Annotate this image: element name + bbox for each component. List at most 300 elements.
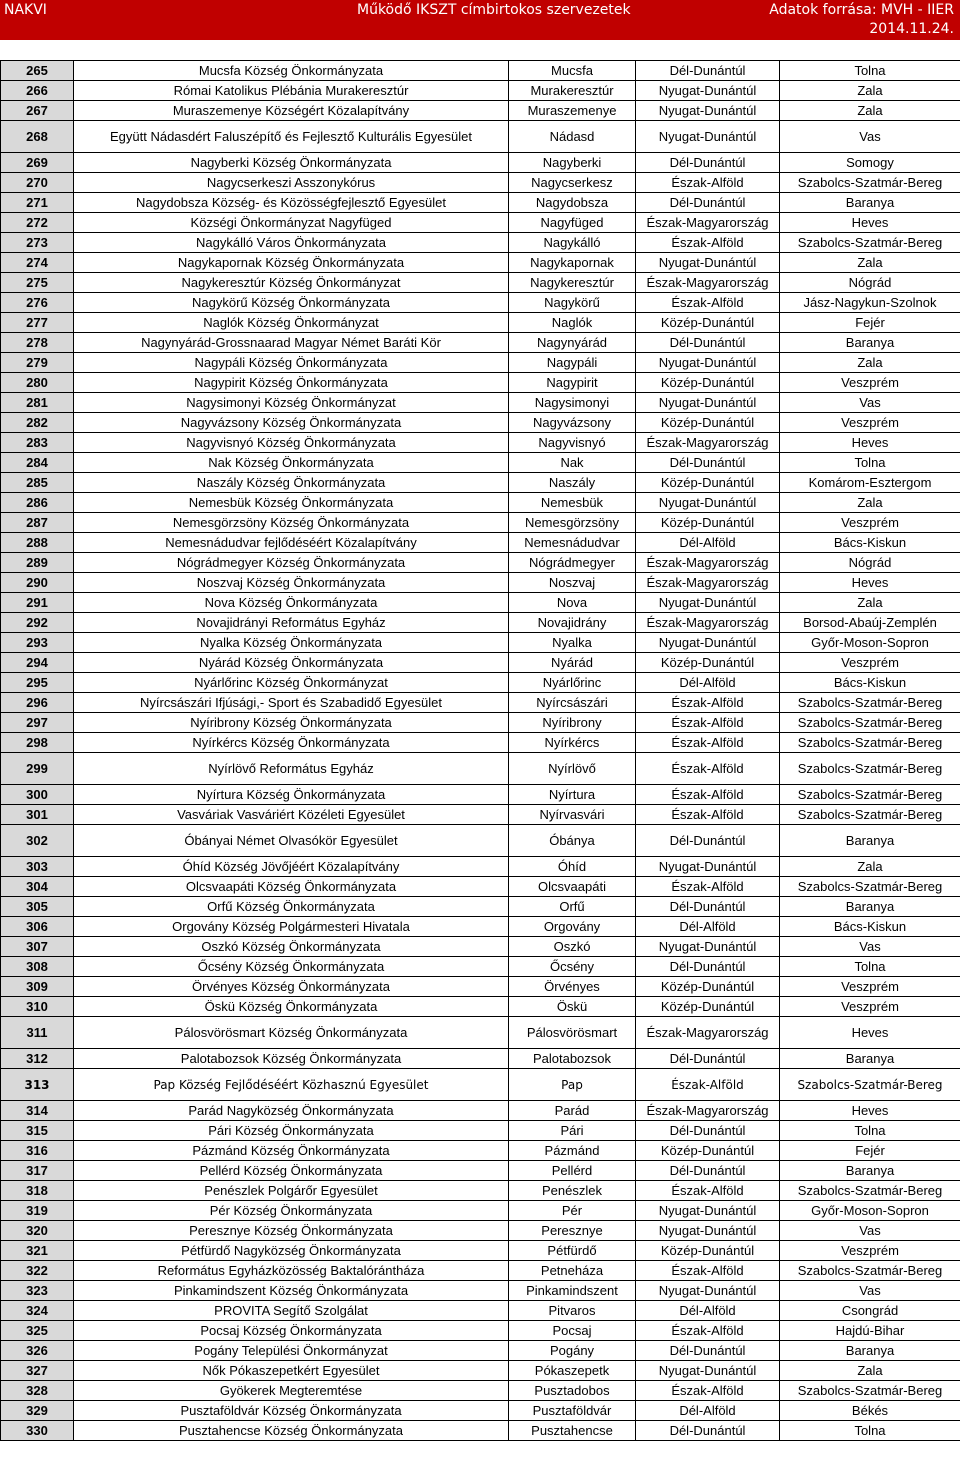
county-cell: Nógrád: [780, 273, 960, 293]
organization-name-cell: Nagynyárád-Grossnaarad Magyar Német Baráti Kör: [74, 333, 509, 353]
county-cell: Szabolcs-Szatmár-Bereg: [780, 233, 960, 253]
region-cell: Dél-Dunántúl: [636, 1341, 780, 1361]
region-cell: Dél-Dunántúl: [636, 153, 780, 173]
table-row: [1, 1141, 960, 1161]
table-row: [1, 473, 960, 493]
organization-name-cell: Nagykeresztúr Község Önkormányzat: [74, 273, 509, 293]
row-number-cell: 322: [1, 1261, 74, 1281]
table-row: [1, 553, 960, 573]
settlement-cell: Murakeresztúr: [509, 81, 636, 101]
region-cell: Közép-Dunántúl: [636, 513, 780, 533]
settlement-cell: Nemesbük: [509, 493, 636, 513]
region-cell: Nyugat-Dunántúl: [636, 81, 780, 101]
row-number-cell: 277: [1, 313, 74, 333]
county-cell: Zala: [780, 101, 960, 121]
settlement-cell: Nagyfüged: [509, 213, 636, 233]
organization-name-cell: Novajidrányi Református Egyház: [74, 613, 509, 633]
region-cell: Nyugat-Dunántúl: [636, 937, 780, 957]
table-row: [1, 805, 960, 825]
row-number-cell: 281: [1, 393, 74, 413]
organization-name-cell: Református Egyházközösség Baktalórántháza: [74, 1261, 509, 1281]
table-row: [1, 1301, 960, 1321]
row-number-cell: 278: [1, 333, 74, 353]
settlement-cell: Noszvaj: [509, 573, 636, 593]
organization-name-cell: Pári Község Önkormányzata: [74, 1121, 509, 1141]
region-cell: Nyugat-Dunántúl: [636, 593, 780, 613]
row-number-cell: 321: [1, 1241, 74, 1261]
organization-name-cell: Pér Község Önkormányzata: [74, 1201, 509, 1221]
organization-name-cell: Gyökerek Megteremtése: [74, 1381, 509, 1401]
county-cell: Békés: [780, 1401, 960, 1421]
row-number-cell: 266: [1, 81, 74, 101]
region-cell: Észak-Alföld: [636, 293, 780, 313]
region-cell: Észak-Alföld: [636, 1181, 780, 1201]
table-row: [1, 937, 960, 957]
header-title: Működő IKSZT címbirtokos szervezetek: [357, 2, 631, 18]
region-cell: Észak-Magyarország: [636, 573, 780, 593]
organization-name-cell: Pusztaföldvár Község Önkormányzata: [74, 1401, 509, 1421]
table-row: [1, 373, 960, 393]
settlement-cell: Nagykapornak: [509, 253, 636, 273]
organization-name-cell: Nemesnádudvar fejlődéséért Közalapítvány: [74, 533, 509, 553]
organization-name-cell: Nagyvisnyó Község Önkormányzata: [74, 433, 509, 453]
organization-name-cell: Nyírtura Község Önkormányzata: [74, 785, 509, 805]
settlement-cell: Oszkó: [509, 937, 636, 957]
row-number-cell: 300: [1, 785, 74, 805]
row-number-cell: 288: [1, 533, 74, 553]
county-cell: Veszprém: [780, 977, 960, 997]
organization-name-cell: Naszály Község Önkormányzata: [74, 473, 509, 493]
row-number-cell: 273: [1, 233, 74, 253]
settlement-cell: Nyírvasvári: [509, 805, 636, 825]
region-cell: Észak-Alföld: [636, 693, 780, 713]
settlement-cell: Pókaszepetk: [509, 1361, 636, 1381]
row-number-cell: 309: [1, 977, 74, 997]
table-row: [1, 513, 960, 533]
table-row: [1, 81, 960, 101]
region-cell: Észak-Alföld: [636, 1381, 780, 1401]
organization-name-cell: Nyíribrony Község Önkormányzata: [74, 713, 509, 733]
row-number-cell: 267: [1, 101, 74, 121]
region-cell: Észak-Alföld: [636, 785, 780, 805]
county-cell: Vas: [780, 1221, 960, 1241]
settlement-cell: Nagykálló: [509, 233, 636, 253]
settlement-cell: Nógrádmegyer: [509, 553, 636, 573]
row-number-cell: 279: [1, 353, 74, 373]
settlement-cell: Orfű: [509, 897, 636, 917]
table-row: [1, 573, 960, 593]
table-row: [1, 233, 960, 253]
region-cell: Dél-Dunántúl: [636, 453, 780, 473]
table-row: [1, 785, 960, 805]
settlement-cell: Pusztahencse: [509, 1421, 636, 1441]
settlement-cell: Pap: [509, 1069, 636, 1101]
county-cell: Borsod-Abaúj-Zemplén: [780, 613, 960, 633]
organization-name-cell: Pap Község Fejlődéséért Közhasznú Egyesület: [74, 1069, 509, 1101]
organization-name-cell: Oszkó Község Önkormányzata: [74, 937, 509, 957]
settlement-cell: Peresznye: [509, 1221, 636, 1241]
county-cell: Szabolcs-Szatmár-Bereg: [780, 713, 960, 733]
settlement-cell: Nova: [509, 593, 636, 613]
county-cell: Zala: [780, 593, 960, 613]
region-cell: Dél-Alföld: [636, 673, 780, 693]
settlement-cell: Parád: [509, 1101, 636, 1121]
table-row: [1, 1121, 960, 1141]
settlement-cell: Pálosvörösmart: [509, 1017, 636, 1049]
county-cell: Szabolcs-Szatmár-Bereg: [780, 173, 960, 193]
region-cell: Dél-Alföld: [636, 1401, 780, 1421]
settlement-cell: Nagykeresztúr: [509, 273, 636, 293]
organization-name-cell: Pusztahencse Község Önkormányzata: [74, 1421, 509, 1441]
table-row: [1, 173, 960, 193]
row-number-cell: 280: [1, 373, 74, 393]
region-cell: Nyugat-Dunántúl: [636, 1201, 780, 1221]
county-cell: Vas: [780, 393, 960, 413]
row-number-cell: 290: [1, 573, 74, 593]
row-number-cell: 315: [1, 1121, 74, 1141]
row-number-cell: 271: [1, 193, 74, 213]
organization-name-cell: Pocsaj Község Önkormányzata: [74, 1321, 509, 1341]
county-cell: Jász-Nagykun-Szolnok: [780, 293, 960, 313]
county-cell: Tolna: [780, 1121, 960, 1141]
county-cell: Szabolcs-Szatmár-Bereg: [780, 753, 960, 785]
organization-name-cell: Nagydobsza Község- és Közösségfejlesztő Egyesület: [74, 193, 509, 213]
organization-name-cell: Nagykörű Község Önkormányzata: [74, 293, 509, 313]
county-cell: Szabolcs-Szatmár-Bereg: [780, 1181, 960, 1201]
settlement-cell: Pusztaföldvár: [509, 1401, 636, 1421]
table-row: [1, 877, 960, 897]
region-cell: Észak-Alföld: [636, 877, 780, 897]
region-cell: Nyugat-Dunántúl: [636, 121, 780, 153]
region-cell: Közép-Dunántúl: [636, 373, 780, 393]
organization-name-cell: Nemesbük Község Önkormányzata: [74, 493, 509, 513]
county-cell: Szabolcs-Szatmár-Bereg: [780, 805, 960, 825]
settlement-cell: Nagyvázsony: [509, 413, 636, 433]
row-number-cell: 268: [1, 121, 74, 153]
row-number-cell: 297: [1, 713, 74, 733]
region-cell: Közép-Dunántúl: [636, 473, 780, 493]
settlement-cell: Pocsaj: [509, 1321, 636, 1341]
table-row: [1, 1049, 960, 1069]
county-cell: Szabolcs-Szatmár-Bereg: [780, 785, 960, 805]
table-row: [1, 1341, 960, 1361]
organization-name-cell: Orgovány Község Polgármesteri Hivatala: [74, 917, 509, 937]
row-number-cell: 313: [1, 1069, 74, 1101]
row-number-cell: 275: [1, 273, 74, 293]
organization-name-cell: Peresznye Község Önkormányzata: [74, 1221, 509, 1241]
organization-name-cell: Nagyberki Község Önkormányzata: [74, 153, 509, 173]
settlement-cell: Penészlek: [509, 1181, 636, 1201]
region-cell: Észak-Magyarország: [636, 1017, 780, 1049]
organization-name-cell: Pinkamindszent Község Önkormányzata: [74, 1281, 509, 1301]
row-number-cell: 282: [1, 413, 74, 433]
settlement-cell: Petneháza: [509, 1261, 636, 1281]
settlement-cell: Pér: [509, 1201, 636, 1221]
row-number-cell: 299: [1, 753, 74, 785]
organization-name-cell: Palotabozsok Község Önkormányzata: [74, 1049, 509, 1069]
settlement-cell: Őcsény: [509, 957, 636, 977]
organization-name-cell: Együtt Nádasdért Faluszépítő és Fejlesztő Kulturális Egyesület: [74, 121, 509, 153]
county-cell: Győr-Moson-Sopron: [780, 633, 960, 653]
table-row: [1, 61, 960, 81]
row-number-cell: 311: [1, 1017, 74, 1049]
row-number-cell: 270: [1, 173, 74, 193]
region-cell: Dél-Dunántúl: [636, 897, 780, 917]
table-row: [1, 1161, 960, 1181]
table-row: [1, 1181, 960, 1201]
settlement-cell: Pogány: [509, 1341, 636, 1361]
settlement-cell: Nagypirit: [509, 373, 636, 393]
organization-name-cell: Nyírkércs Község Önkormányzata: [74, 733, 509, 753]
row-number-cell: 289: [1, 553, 74, 573]
organization-name-cell: Nagypirit Község Önkormányzata: [74, 373, 509, 393]
page-header: [0, 0, 960, 40]
organization-name-cell: Nyírlövő Református Egyház: [74, 753, 509, 785]
row-number-cell: 326: [1, 1341, 74, 1361]
row-number-cell: 276: [1, 293, 74, 313]
row-number-cell: 324: [1, 1301, 74, 1321]
organization-name-cell: Nyárlőrinc Község Önkormányzat: [74, 673, 509, 693]
row-number-cell: 302: [1, 825, 74, 857]
region-cell: Közép-Dunántúl: [636, 1141, 780, 1161]
settlement-cell: Naglók: [509, 313, 636, 333]
county-cell: Zala: [780, 353, 960, 373]
organization-name-cell: Mucsfa Község Önkormányzata: [74, 61, 509, 81]
settlement-cell: Muraszemenye: [509, 101, 636, 121]
region-cell: Nyugat-Dunántúl: [636, 857, 780, 877]
county-cell: Zala: [780, 493, 960, 513]
organization-name-cell: Pogány Települési Önkormányzat: [74, 1341, 509, 1361]
county-cell: Szabolcs-Szatmár-Bereg: [780, 877, 960, 897]
region-cell: Dél-Dunántúl: [636, 61, 780, 81]
table-row: [1, 1321, 960, 1341]
region-cell: Nyugat-Dunántúl: [636, 493, 780, 513]
county-cell: Vas: [780, 121, 960, 153]
settlement-cell: Nagynyárád: [509, 333, 636, 353]
county-cell: Tolna: [780, 957, 960, 977]
organization-name-cell: Nagysimonyi Község Önkormányzat: [74, 393, 509, 413]
table-row: [1, 313, 960, 333]
region-cell: Dél-Dunántúl: [636, 333, 780, 353]
region-cell: Észak-Magyarország: [636, 273, 780, 293]
county-cell: Tolna: [780, 61, 960, 81]
organization-name-cell: Őcsény Község Önkormányzata: [74, 957, 509, 977]
row-number-cell: 308: [1, 957, 74, 977]
row-number-cell: 323: [1, 1281, 74, 1301]
table-row: [1, 533, 960, 553]
county-cell: Fejér: [780, 1141, 960, 1161]
table-row: [1, 673, 960, 693]
row-number-cell: 301: [1, 805, 74, 825]
table-row: [1, 1017, 960, 1049]
region-cell: Közép-Dunántúl: [636, 653, 780, 673]
row-number-cell: 296: [1, 693, 74, 713]
settlement-cell: Nyalka: [509, 633, 636, 653]
organization-name-cell: Muraszemenye Községért Közalapítvány: [74, 101, 509, 121]
row-number-cell: 286: [1, 493, 74, 513]
settlement-cell: Nyírkércs: [509, 733, 636, 753]
settlement-cell: Nemesgörzsöny: [509, 513, 636, 533]
row-number-cell: 312: [1, 1049, 74, 1069]
organization-name-cell: Pétfürdő Nagyközség Önkormányzata: [74, 1241, 509, 1261]
organization-name-cell: Pellérd Község Önkormányzata: [74, 1161, 509, 1181]
organization-name-cell: Nyalka Község Önkormányzata: [74, 633, 509, 653]
settlement-cell: Nyárlőrinc: [509, 673, 636, 693]
row-number-cell: 318: [1, 1181, 74, 1201]
table-row: [1, 1221, 960, 1241]
row-number-cell: 274: [1, 253, 74, 273]
county-cell: Veszprém: [780, 413, 960, 433]
organization-name-cell: Örvényes Község Önkormányzata: [74, 977, 509, 997]
header-source: Adatok forrása: MVH - IIER: [769, 2, 954, 18]
row-number-cell: 325: [1, 1321, 74, 1341]
county-cell: Zala: [780, 857, 960, 877]
county-cell: Heves: [780, 213, 960, 233]
organization-name-cell: Nemesgörzsöny Község Önkormányzata: [74, 513, 509, 533]
row-number-cell: 328: [1, 1381, 74, 1401]
table-row: [1, 213, 960, 233]
region-cell: Közép-Dunántúl: [636, 413, 780, 433]
organization-name-cell: Nak Község Önkormányzata: [74, 453, 509, 473]
organization-name-cell: Vasváriak Vasváriért Közéleti Egyesület: [74, 805, 509, 825]
row-number-cell: 272: [1, 213, 74, 233]
region-cell: Dél-Alföld: [636, 917, 780, 937]
organization-name-cell: Nagycserkeszi Asszonykórus: [74, 173, 509, 193]
county-cell: Baranya: [780, 1049, 960, 1069]
row-number-cell: 295: [1, 673, 74, 693]
table-row: [1, 1281, 960, 1301]
county-cell: Komárom-Esztergom: [780, 473, 960, 493]
organization-name-cell: Olcsvaapáti Község Önkormányzata: [74, 877, 509, 897]
header-date: 2014.11.24.: [869, 21, 954, 37]
settlement-cell: Nagypáli: [509, 353, 636, 373]
table-row: [1, 253, 960, 273]
table-row: [1, 613, 960, 633]
settlement-cell: Palotabozsok: [509, 1049, 636, 1069]
region-cell: Észak-Alföld: [636, 713, 780, 733]
row-number-cell: 285: [1, 473, 74, 493]
region-cell: Dél-Dunántúl: [636, 1161, 780, 1181]
table-row: [1, 101, 960, 121]
region-cell: Dél-Dunántúl: [636, 1049, 780, 1069]
settlement-cell: Óbánya: [509, 825, 636, 857]
region-cell: Dél-Dunántúl: [636, 1121, 780, 1141]
table-row: [1, 1421, 960, 1441]
table-row: [1, 633, 960, 653]
organization-name-cell: Nyárád Község Önkormányzata: [74, 653, 509, 673]
table-row: [1, 997, 960, 1017]
settlement-cell: Nyírcsászári: [509, 693, 636, 713]
table-row: [1, 453, 960, 473]
row-number-cell: 269: [1, 153, 74, 173]
organization-name-cell: Óhíd Község Jövőjéért Közalapítvány: [74, 857, 509, 877]
county-cell: Szabolcs-Szatmár-Bereg: [780, 1261, 960, 1281]
settlement-cell: Nyírtura: [509, 785, 636, 805]
table-row: [1, 917, 960, 937]
row-number-cell: 292: [1, 613, 74, 633]
row-number-cell: 293: [1, 633, 74, 653]
table-row: [1, 493, 960, 513]
settlement-cell: Örvényes: [509, 977, 636, 997]
organization-name-cell: Öskü Község Önkormányzata: [74, 997, 509, 1017]
row-number-cell: 314: [1, 1101, 74, 1121]
organization-name-cell: Nagyvázsony Község Önkormányzata: [74, 413, 509, 433]
table-row: [1, 1261, 960, 1281]
table-row: [1, 1069, 960, 1101]
organization-name-cell: Orfű Község Önkormányzata: [74, 897, 509, 917]
settlement-cell: Pinkamindszent: [509, 1281, 636, 1301]
table-row: [1, 193, 960, 213]
county-cell: Győr-Moson-Sopron: [780, 1201, 960, 1221]
row-number-cell: 330: [1, 1421, 74, 1441]
region-cell: Észak-Magyarország: [636, 213, 780, 233]
settlement-cell: Pellérd: [509, 1161, 636, 1181]
row-number-cell: 305: [1, 897, 74, 917]
county-cell: Hajdú-Bihar: [780, 1321, 960, 1341]
county-cell: Heves: [780, 1017, 960, 1049]
organization-name-cell: Naglók Község Önkormányzat: [74, 313, 509, 333]
table-row: [1, 693, 960, 713]
organization-name-cell: Penészlek Polgárőr Egyesület: [74, 1181, 509, 1201]
table-row: [1, 121, 960, 153]
organization-name-cell: Nagykapornak Község Önkormányzata: [74, 253, 509, 273]
table-row: [1, 897, 960, 917]
county-cell: Zala: [780, 253, 960, 273]
county-cell: Veszprém: [780, 997, 960, 1017]
table-row: [1, 733, 960, 753]
table-row: [1, 957, 960, 977]
row-number-cell: 291: [1, 593, 74, 613]
row-number-cell: 298: [1, 733, 74, 753]
settlement-cell: Olcsvaapáti: [509, 877, 636, 897]
settlement-cell: Óhíd: [509, 857, 636, 877]
organization-name-cell: Római Katolikus Plébánia Murakeresztúr: [74, 81, 509, 101]
row-number-cell: 284: [1, 453, 74, 473]
table-row: [1, 977, 960, 997]
settlement-cell: Nagydobsza: [509, 193, 636, 213]
settlement-cell: Nak: [509, 453, 636, 473]
settlement-cell: Nagyberki: [509, 153, 636, 173]
table-row: [1, 293, 960, 313]
table-row: [1, 825, 960, 857]
region-cell: Dél-Dunántúl: [636, 825, 780, 857]
region-cell: Észak-Magyarország: [636, 433, 780, 453]
county-cell: Szabolcs-Szatmár-Bereg: [780, 1381, 960, 1401]
settlement-cell: Orgovány: [509, 917, 636, 937]
settlement-cell: Naszály: [509, 473, 636, 493]
region-cell: Dél-Dunántúl: [636, 1421, 780, 1441]
region-cell: Észak-Alföld: [636, 173, 780, 193]
row-number-cell: 306: [1, 917, 74, 937]
row-number-cell: 294: [1, 653, 74, 673]
county-cell: Baranya: [780, 333, 960, 353]
settlement-cell: Novajidrány: [509, 613, 636, 633]
county-cell: Heves: [780, 1101, 960, 1121]
settlement-cell: Nagysimonyi: [509, 393, 636, 413]
table-row: [1, 1381, 960, 1401]
region-cell: Dél-Dunántúl: [636, 193, 780, 213]
settlement-cell: Pétfürdő: [509, 1241, 636, 1261]
settlement-cell: Mucsfa: [509, 61, 636, 81]
county-cell: Szabolcs-Szatmár-Bereg: [780, 733, 960, 753]
region-cell: Észak-Magyarország: [636, 613, 780, 633]
county-cell: Heves: [780, 573, 960, 593]
settlement-cell: Pári: [509, 1121, 636, 1141]
county-cell: Fejér: [780, 313, 960, 333]
row-number-cell: 265: [1, 61, 74, 81]
region-cell: Észak-Alföld: [636, 805, 780, 825]
row-number-cell: 319: [1, 1201, 74, 1221]
